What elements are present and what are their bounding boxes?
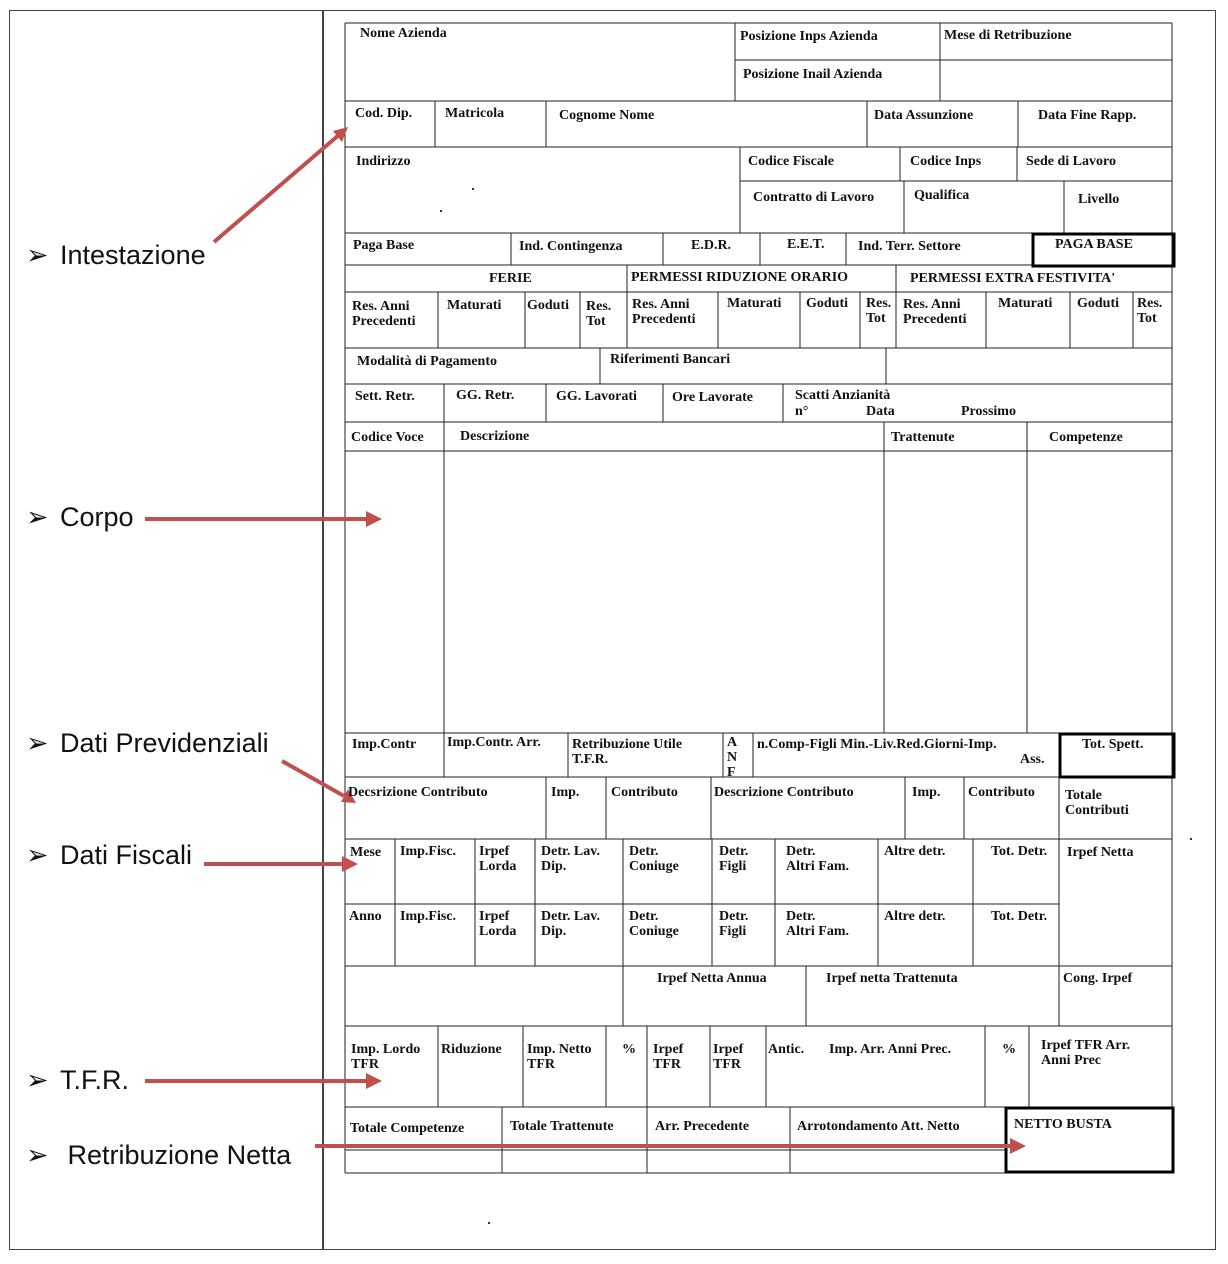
- label-mese: Mese: [350, 845, 382, 860]
- section-dati-fiscali: ➢ Dati Fiscali: [26, 840, 193, 870]
- label-eet: E.E.T.: [787, 237, 825, 252]
- label-imp-fisc-1: Imp.Fisc.: [400, 844, 456, 859]
- label-irpef-lorda-1: Irpef Lorda: [479, 844, 517, 874]
- label-detr-altri-2: Detr. Altri Fam.: [786, 909, 849, 939]
- label-cong-irpef: Cong. Irpef: [1063, 971, 1133, 986]
- label-descrizione: Descrizione: [460, 429, 530, 444]
- scan-dot: [1190, 838, 1192, 840]
- label-edr: E.D.R.: [691, 238, 732, 253]
- label-permessi-riduzione: PERMESSI RIDUZIONE ORARIO: [631, 270, 849, 285]
- label-imp-lordo-tfr: Imp. Lordo TFR: [351, 1042, 421, 1072]
- label-nome-azienda: Nome Azienda: [360, 26, 447, 41]
- label-paga-base-box: PAGA BASE: [1055, 237, 1133, 252]
- section-dati-previdenziali: ➢ Dati Previdenziali: [26, 728, 269, 758]
- label-irpef-tfr-2: Irpef TFR: [713, 1042, 744, 1072]
- label-livello: Livello: [1078, 192, 1120, 207]
- label-res-anni-2: Res. Anni Precedenti: [632, 297, 696, 327]
- label-maturati-2: Maturati: [727, 296, 782, 311]
- label-maturati-3: Maturati: [998, 296, 1053, 311]
- label-detr-lav-1: Detr. Lav. Dip.: [541, 844, 600, 874]
- section-tfr: ➢ T.F.R.: [26, 1065, 130, 1095]
- scan-dot: [488, 1222, 490, 1224]
- label-descrizione-contributo-1: Decsrizione Contributo: [348, 785, 488, 800]
- label-tot-detr-1: Tot. Detr.: [991, 844, 1048, 859]
- label-imp-1: Imp.: [551, 785, 580, 800]
- label-gg-retr: GG. Retr.: [456, 388, 515, 403]
- label-permessi-extra: PERMESSI EXTRA FESTIVITA': [910, 271, 1116, 286]
- label-scatti-anzianita: Scatti Anzianità: [795, 388, 891, 403]
- label-res-tot-1: Res. Tot: [586, 299, 612, 329]
- label-anf: A N F: [727, 735, 738, 780]
- label-trattenute: Trattenute: [891, 430, 955, 445]
- label-retribuzione-utile: Retribuzione Utile T.F.R.: [572, 737, 683, 767]
- label-irpef-lorda-2: Irpef Lorda: [479, 909, 517, 939]
- label-riduzione: Riduzione: [441, 1042, 502, 1057]
- bullet-arrow-icon: ➢: [26, 240, 49, 270]
- label-ferie: FERIE: [489, 271, 532, 286]
- label-res-anni-1: Res. Anni Precedenti: [352, 299, 416, 329]
- label-scatti-n: n°: [795, 404, 809, 419]
- label-data-assunzione: Data Assunzione: [874, 108, 974, 123]
- label-imp-2: Imp.: [912, 785, 941, 800]
- label-res-tot-2: Res. Tot: [866, 296, 892, 326]
- label-tot-detr-2: Tot. Detr.: [991, 909, 1048, 924]
- label-gg-lavorati: GG. Lavorati: [556, 389, 637, 404]
- label-totale-contributi: Totale Contributi: [1065, 788, 1129, 818]
- label-imp-fisc-2: Imp.Fisc.: [400, 909, 456, 924]
- label-mese-retribuzione: Mese di Retribuzione: [944, 28, 1072, 43]
- section-retribuzione-netta: ➢ Retribuzione Netta: [26, 1140, 292, 1170]
- label-codice-voce: Codice Voce: [351, 430, 424, 445]
- label-ind-contingenza: Ind. Contingenza: [519, 239, 623, 254]
- label-descrizione-contributo-2: Descrizione Contributo: [714, 785, 854, 800]
- label-res-tot-3: Res. Tot: [1137, 296, 1163, 326]
- label-comp-figli: n.Comp-Figli Min.-Liv.Red.Giorni-Imp.: [757, 737, 997, 752]
- label-irpef-tfr-1: Irpef TFR: [653, 1042, 684, 1072]
- section-corpo: ➢ Corpo: [26, 502, 134, 532]
- label-matricola: Matricola: [445, 106, 505, 121]
- label-detr-figli-1: Detr. Figli: [719, 844, 749, 874]
- label-maturati-1: Maturati: [447, 298, 502, 313]
- label-contributo-1: Contributo: [611, 785, 678, 800]
- label-altre-detr-2: Altre detr.: [884, 909, 946, 924]
- label-cognome-nome: Cognome Nome: [559, 108, 655, 123]
- label-detr-lav-2: Detr. Lav. Dip.: [541, 909, 600, 939]
- label-ass: Ass.: [1020, 752, 1045, 767]
- label-detr-coniuge-2: Detr. Coniuge: [629, 909, 679, 939]
- bullet-arrow-icon: ➢: [26, 728, 49, 758]
- bullet-arrow-icon: ➢: [26, 1065, 49, 1095]
- label-irpef-netta: Irpef Netta: [1067, 845, 1134, 860]
- label-goduti-2: Goduti: [806, 296, 849, 311]
- label-imp-netto-tfr: Imp. Netto TFR: [527, 1042, 592, 1072]
- label-irpef-netta-annua: Irpef Netta Annua: [657, 971, 767, 986]
- label-paga-base: Paga Base: [353, 238, 415, 253]
- label-detr-altri-1: Detr. Altri Fam.: [786, 844, 849, 874]
- bullet-arrow-icon: ➢: [26, 1140, 49, 1170]
- label-antic: Antic.: [768, 1042, 805, 1057]
- label-ind-terr: Ind. Terr. Settore: [858, 239, 961, 254]
- label-percent-1: %: [622, 1042, 636, 1057]
- label-data-fine: Data Fine Rapp.: [1038, 108, 1137, 123]
- label-competenze: Competenze: [1049, 430, 1123, 445]
- label-qualifica: Qualifica: [914, 188, 970, 203]
- bullet-arrow-icon: ➢: [26, 840, 49, 870]
- label-cod-dip: Cod. Dip.: [355, 106, 413, 121]
- label-codice-inps: Codice Inps: [910, 154, 982, 169]
- label-modalita-pagamento: Modalità di Pagamento: [357, 354, 497, 369]
- label-detr-figli-2: Detr. Figli: [719, 909, 749, 939]
- label-imp-contr-arr: Imp.Contr. Arr.: [447, 735, 541, 750]
- label-percent-2: %: [1002, 1042, 1016, 1057]
- label-contratto: Contratto di Lavoro: [753, 190, 875, 205]
- label-res-anni-3: Res. Anni Precedenti: [903, 297, 967, 327]
- label-codice-fiscale: Codice Fiscale: [748, 154, 834, 169]
- label-totale-trattenute: Totale Trattenute: [510, 1119, 614, 1134]
- scan-dot: [440, 210, 442, 212]
- label-arrotondamento: Arrotondamento Att. Netto: [797, 1119, 960, 1134]
- label-indirizzo: Indirizzo: [356, 154, 411, 169]
- label-goduti-3: Goduti: [1077, 296, 1120, 311]
- scan-dot: [472, 188, 474, 190]
- label-irpef-netta-trattenuta: Irpef netta Trattenuta: [826, 971, 958, 986]
- label-goduti-1: Goduti: [527, 298, 570, 313]
- bullet-arrow-icon: ➢: [26, 502, 49, 532]
- label-posizione-inail: Posizione Inail Azienda: [743, 67, 883, 82]
- label-posizione-inps: Posizione Inps Azienda: [740, 29, 878, 44]
- label-altre-detr-1: Altre detr.: [884, 844, 946, 859]
- label-netto-busta: NETTO BUSTA: [1014, 1117, 1112, 1132]
- label-imp-contr: Imp.Contr: [352, 737, 417, 752]
- label-ore-lavorate: Ore Lavorate: [672, 390, 753, 405]
- label-imp-arr-anni-prec: Imp. Arr. Anni Prec.: [829, 1042, 952, 1057]
- label-totale-competenze: Totale Competenze: [350, 1121, 465, 1136]
- label-detr-coniuge-1: Detr. Coniuge: [629, 844, 679, 874]
- label-tot-spett: Tot. Spett.: [1082, 737, 1144, 752]
- label-scatti-data: Data: [866, 404, 895, 419]
- label-irpef-tfr-arr: Irpef TFR Arr. Anni Prec: [1041, 1038, 1131, 1068]
- label-contributo-2: Contributo: [968, 785, 1035, 800]
- label-anno: Anno: [349, 909, 382, 924]
- label-arr-precedente: Arr. Precedente: [655, 1119, 750, 1134]
- label-sett-retr: Sett. Retr.: [355, 389, 415, 404]
- label-sede-lavoro: Sede di Lavoro: [1026, 154, 1116, 169]
- label-riferimenti-bancari: Riferimenti Bancari: [610, 352, 731, 367]
- label-scatti-prossimo: Prossimo: [961, 404, 1016, 419]
- section-intestazione: ➢ Intestazione: [26, 240, 206, 270]
